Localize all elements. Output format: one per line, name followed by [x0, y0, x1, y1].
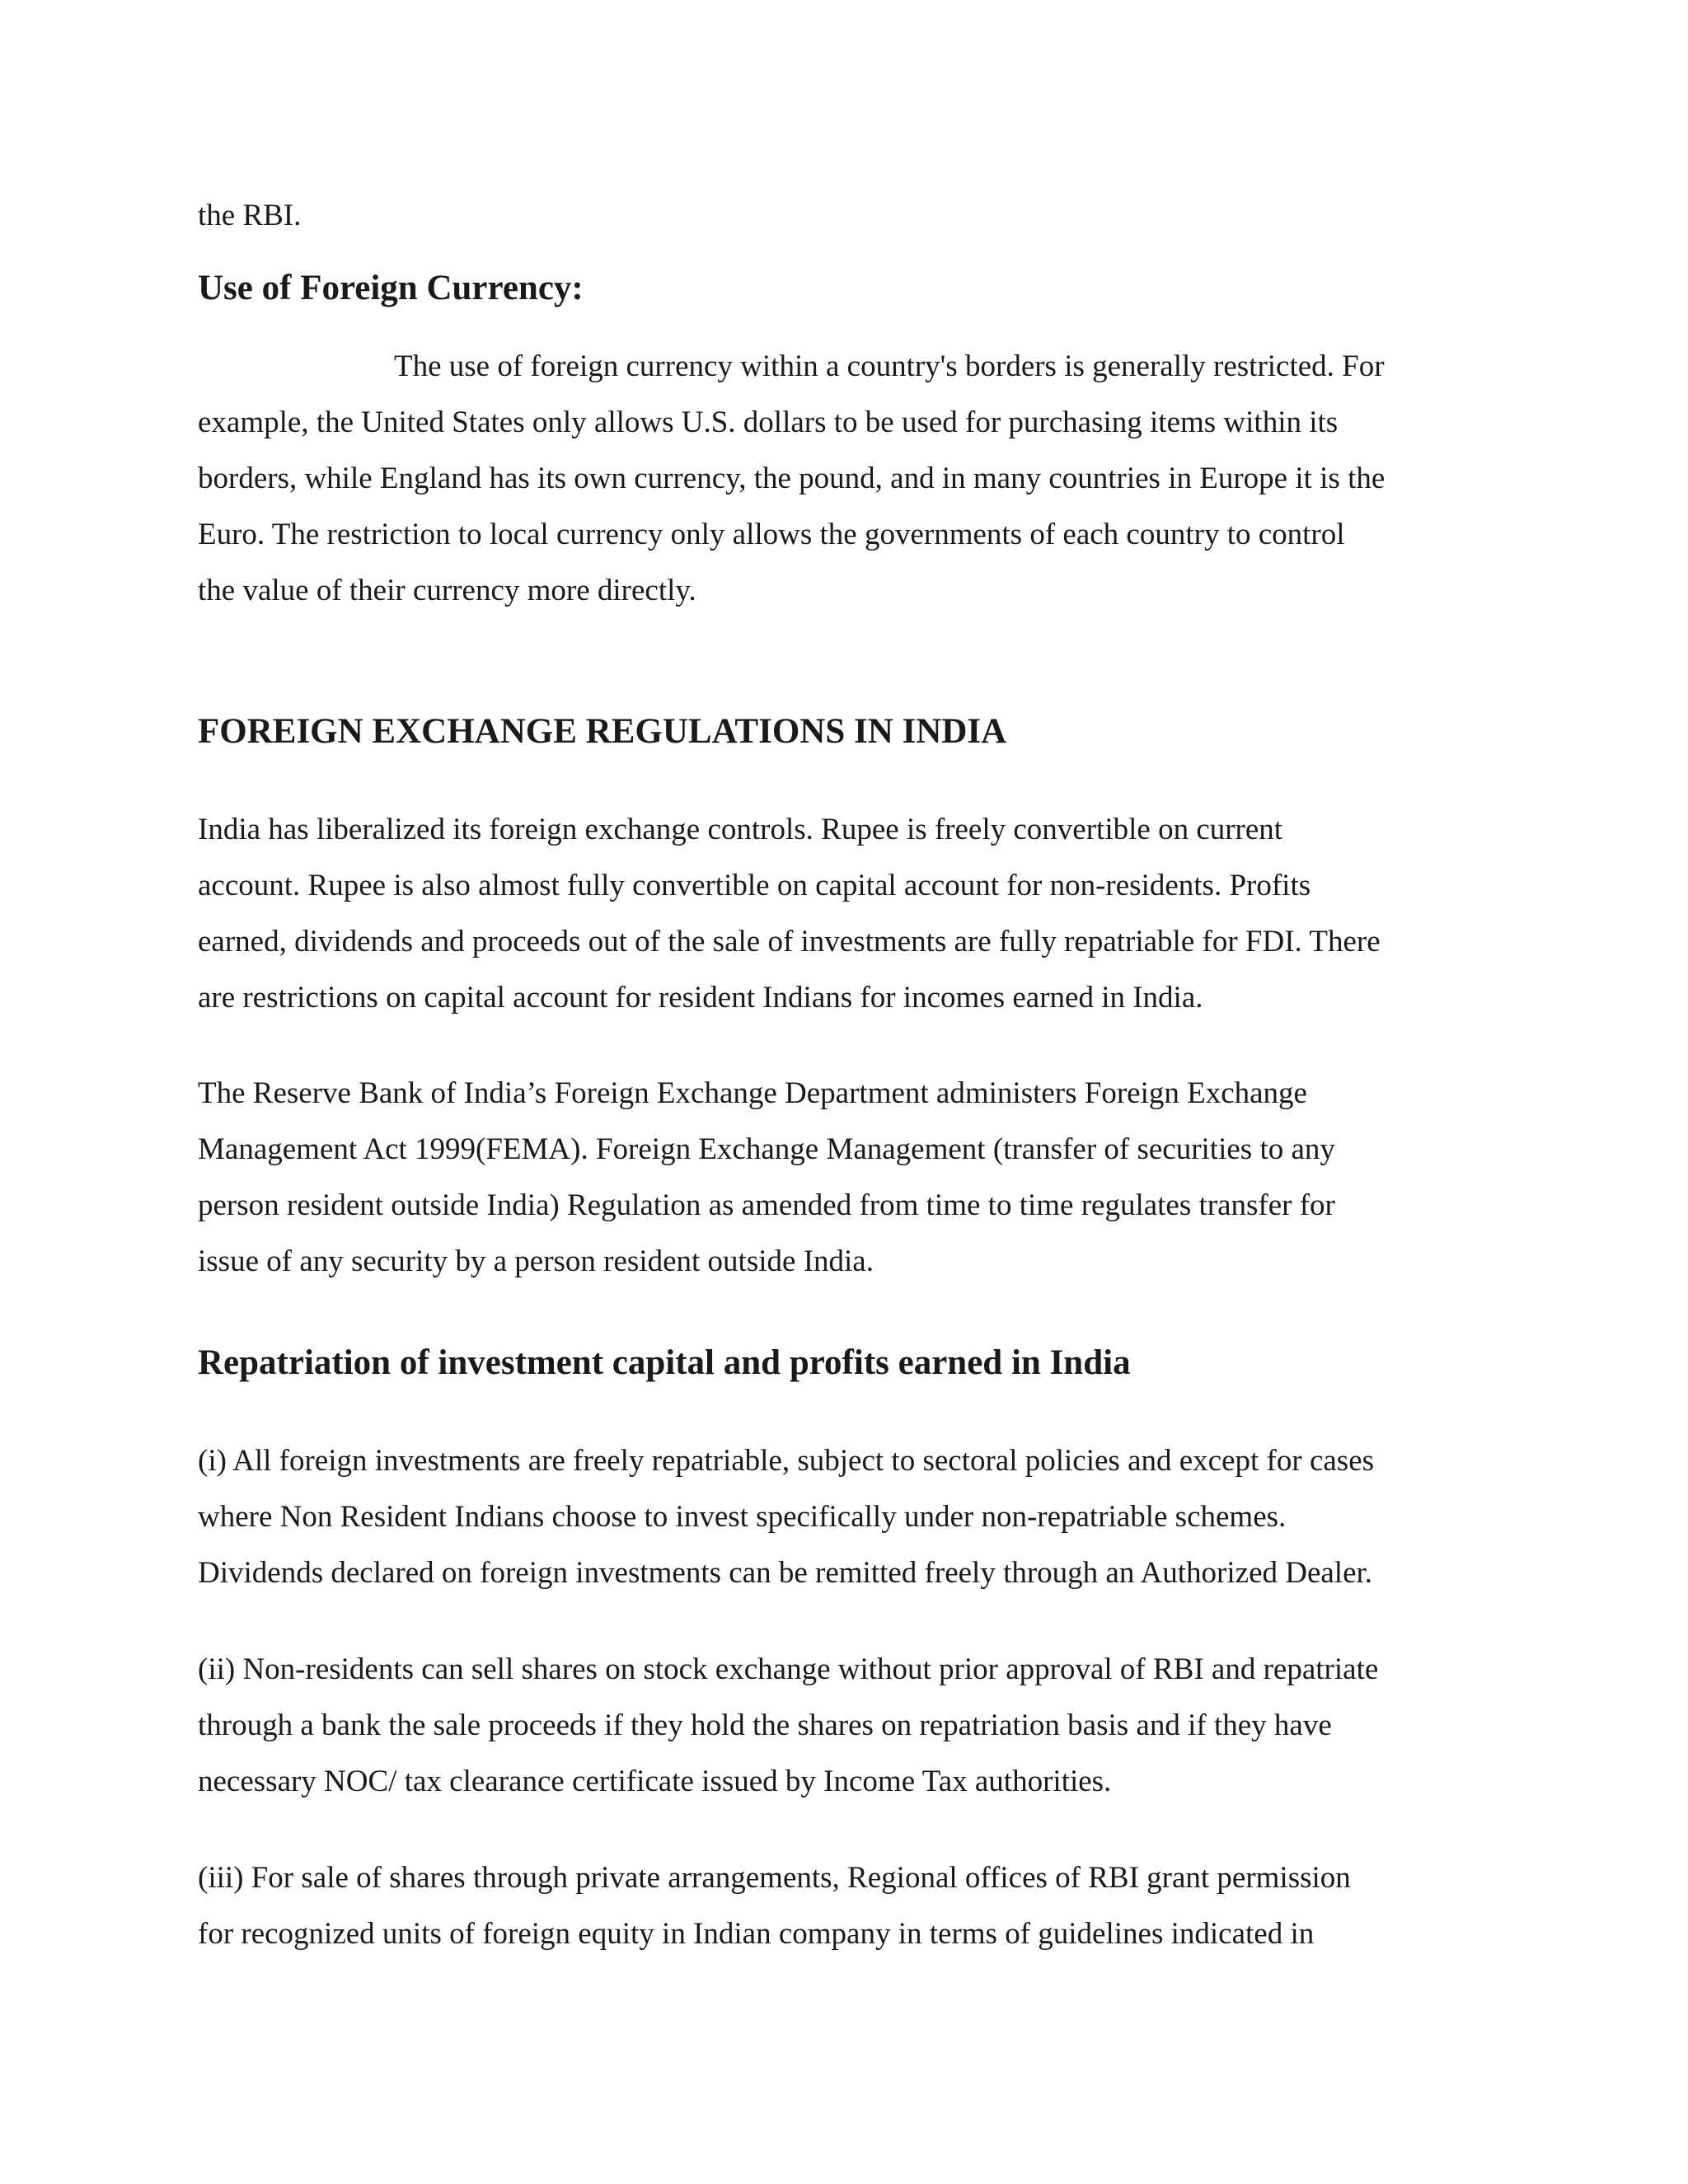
paragraph-line: for recognized units of foreign equity in Indian company in terms of guidelines indicated in	[198, 1917, 1315, 1951]
paragraph-line: Euro. The restriction to local currency only allows the governments of each country to control	[198, 518, 1345, 551]
paragraph-line: The use of foreign currency within a country's borders is generally restricted. For	[394, 349, 1385, 383]
paragraph-line: through a bank the sale proceeds if they hold the shares on repatriation basis and if they have	[198, 1708, 1332, 1742]
paragraph-line: (iii) For sale of shares through private arrangements, Regional offices of RBI grant permission	[198, 1861, 1351, 1895]
paragraph-line: the value of their currency more directly.	[198, 574, 696, 607]
paragraph-line: The Reserve Bank of India’s Foreign Exchange Department administers Foreign Exchange	[198, 1076, 1307, 1110]
paragraph-line: where Non Resident Indians choose to invest specifically under non-repatriable schemes.	[198, 1500, 1287, 1534]
paragraph-line: borders, while England has its own currency, the pound, and in many countries in Europe it is the	[198, 462, 1386, 495]
paragraph-line: Management Act 1999(FEMA). Foreign Exchange Management (transfer of securities to any	[198, 1132, 1335, 1166]
paragraph-line: are restrictions on capital account for resident Indians for incomes earned in India.	[198, 981, 1203, 1015]
paragraph-line: India has liberalized its foreign exchange controls. Rupee is freely convertible on current	[198, 813, 1283, 846]
continued-text: the RBI.	[198, 199, 302, 232]
paragraph-line: issue of any security by a person resident outside India.	[198, 1244, 874, 1278]
paragraph-line: example, the United States only allows U.S. dollars to be used for purchasing items within its	[198, 405, 1339, 439]
heading-repatriation: Repatriation of investment capital and profits earned in India	[198, 1343, 1131, 1382]
paragraph-line: Dividends declared on foreign investments can be remitted freely through an Authorized Dealer.	[198, 1556, 1373, 1590]
paragraph-line: (ii) Non-residents can sell shares on stock exchange without prior approval of RBI and repatriate	[198, 1652, 1379, 1686]
paragraph-line: person resident outside India) Regulation as amended from time to time regulates transfer for	[198, 1188, 1335, 1222]
paragraph-line: necessary NOC/ tax clearance certificate issued by Income Tax authorities.	[198, 1765, 1112, 1798]
paragraph-line: (i) All foreign investments are freely repatriable, subject to sectoral policies and except for cases	[198, 1444, 1375, 1478]
paragraph-line: account. Rupee is also almost fully convertible on capital account for non-residents. Profits	[198, 869, 1311, 902]
paragraph-line: earned, dividends and proceeds out of the sale of investments are fully repatriable for FDI. There	[198, 925, 1381, 958]
heading-use-of-foreign-currency: Use of Foreign Currency:	[198, 269, 584, 307]
heading-foreign-exchange-regulations: FOREIGN EXCHANGE REGULATIONS IN INDIA	[198, 712, 1007, 751]
